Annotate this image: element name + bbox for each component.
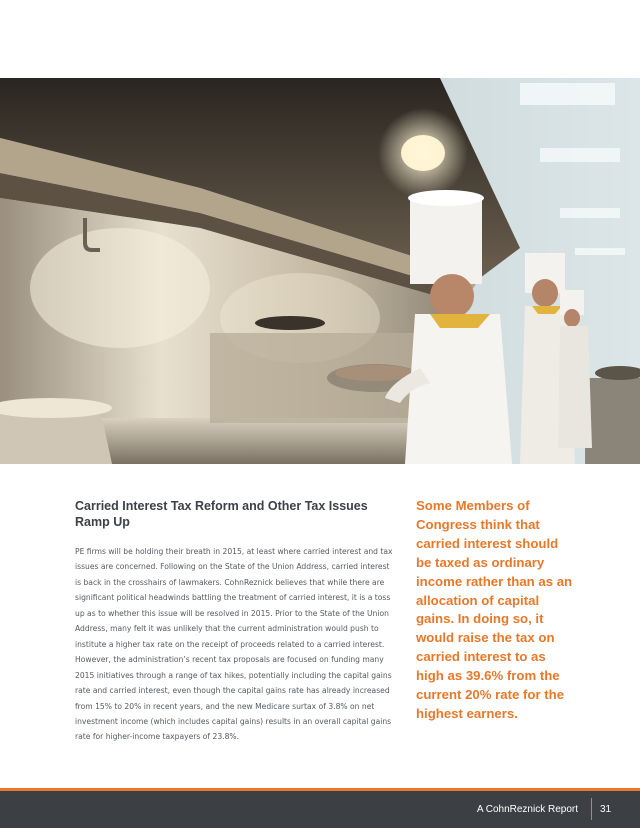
footer-report-name: A CohnReznick Report: [476, 804, 578, 815]
article-heading: Carried Interest Tax Reform and Other Tax Issues Ramp Up: [75, 499, 368, 529]
footer-divider: [591, 798, 592, 820]
page-footer: [0, 788, 640, 828]
footer-accent-line: [0, 788, 640, 791]
pull-quote: Some Members of Congress think that carried interest should be taxed as ordinary income rather than as an allocation of capital gains. In doing so, it would raise the tax on carried interest to as high as 39.6% from the current 20% rate for the highest earners.: [416, 498, 573, 721]
article-body: PE firms will be holding their breath in 2015, at least where carried interest and tax issues are concerned. Following on the State of the Union Address, carried interest is back in the crosshairs of lawmakers. CohnReznick believes that while there are significant political headwinds battling the treatment of carried interest, it is a toss up as to whether this issue will be resolved in 2015. Prior to the State of the Union Address, many felt it was unlikely that the current administration would push to institute a higher tax rate on the receipt of proceeds related to a carried interest. However, the administration’s recent tax proposals are focused on funding many 2015 initiatives through a range of tax hikes, potentially including the capital gains rate and carried interest, even though the capital gains rate has already increased from 15% to 20% in recent years, and the new Medicare surtax of 3.8% on net investment income (which includes capital gains) results in an overall capital gains rate for higher-income taxpayers of 23.8%.: [75, 547, 393, 742]
article-section: [75, 498, 393, 745]
hero-photo-kitchen-chefs: [0, 78, 640, 464]
page-number: 31: [600, 804, 612, 815]
